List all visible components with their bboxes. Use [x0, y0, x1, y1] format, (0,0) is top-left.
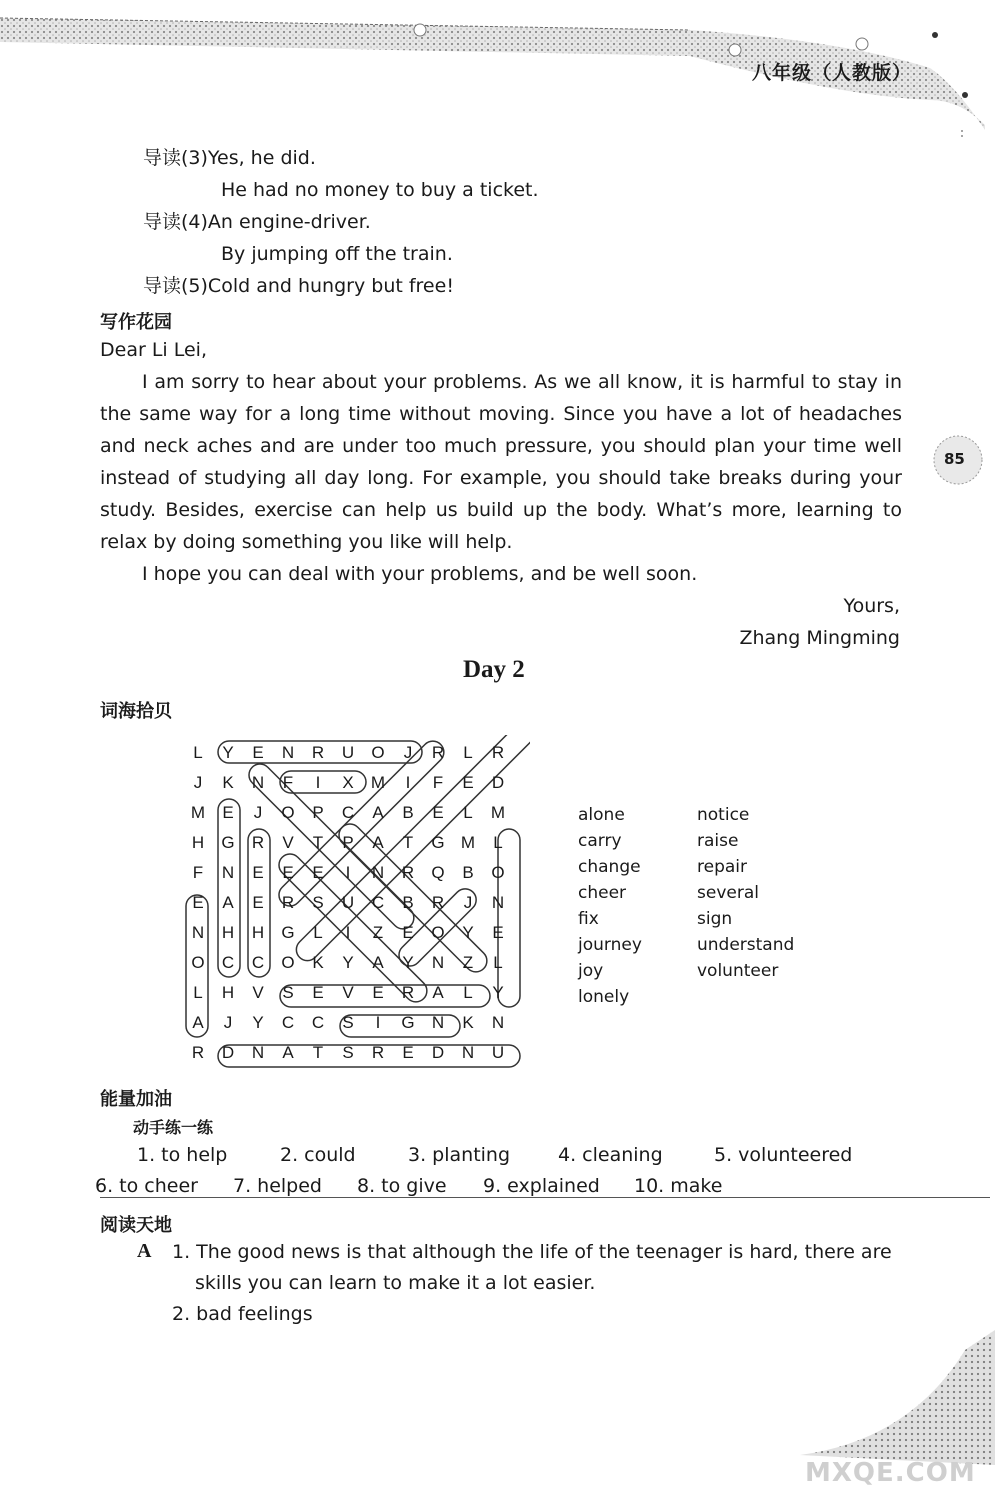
grid-letter: R [371, 1043, 385, 1062]
word-item: several [697, 883, 759, 903]
grid-letter: L [463, 803, 473, 822]
guide-3-label: 导读(3) [143, 147, 208, 169]
grid-letter: Y [492, 983, 504, 1002]
energy-subheading: 动手练一练 [133, 1118, 214, 1137]
section-divider [100, 1197, 990, 1198]
page-number: 85 [944, 450, 965, 468]
word-item: journey [578, 935, 642, 955]
word-item: raise [697, 831, 739, 851]
word-item: alone [578, 805, 625, 825]
answer-10: 10. make [634, 1175, 723, 1197]
grid-letter: O [371, 743, 385, 762]
grid-letter: C [281, 1013, 295, 1032]
grid-letter: N [191, 923, 205, 942]
grid-letter: I [315, 773, 321, 792]
word-item: cheer [578, 883, 627, 903]
grid-letter: L [493, 953, 503, 972]
grid-letter: E [402, 923, 414, 942]
grid-letter: S [282, 983, 294, 1002]
grid-letter: G [431, 833, 445, 852]
grid-letter: S [312, 893, 324, 912]
grid-letter: V [342, 983, 354, 1002]
grid-letter: N [461, 1043, 475, 1062]
word-item: joy [578, 961, 604, 981]
answer-2: 2. could [280, 1144, 356, 1166]
grid-letter: B [462, 863, 474, 882]
word-search-grid [180, 735, 530, 1075]
grid-letter: I [405, 773, 411, 792]
grid-letter: L [463, 983, 473, 1002]
grid-letter: E [372, 983, 384, 1002]
grid-letter: C [251, 953, 265, 972]
grid-letter: Z [372, 923, 384, 942]
grid-letter: K [222, 773, 234, 792]
grid-letter: E [492, 923, 504, 942]
grid-letter: R [401, 983, 415, 1002]
letter-closing: Yours, [843, 595, 900, 617]
guide-4-label: 导读(4) [143, 211, 208, 233]
grid-letter: T [312, 1043, 324, 1062]
grid-letter: P [342, 833, 354, 852]
letter-paragraph-2: I hope you can deal with your problems, and be well soon. [142, 563, 698, 585]
word-item: carry [578, 831, 622, 851]
word-item: lonely [578, 987, 630, 1007]
guide-5-label: 导读(5) [143, 275, 208, 297]
grid-letter: Y [462, 923, 474, 942]
grid-letter: P [312, 803, 324, 822]
grid-letter: N [251, 1043, 265, 1062]
grid-letter: E [192, 893, 204, 912]
answer-9: 9. explained [483, 1175, 600, 1197]
grid-letter: C [371, 893, 385, 912]
grid-letter: Y [222, 743, 234, 762]
circle-lonely [498, 829, 520, 1007]
answer-3: 3. planting [408, 1144, 511, 1166]
grid-letter: A [432, 983, 444, 1002]
grid-letter: N [221, 863, 235, 882]
letter-salutation: Dear Li Lei, [100, 339, 207, 361]
grid-letter: E [222, 803, 234, 822]
grid-letter: T [402, 833, 414, 852]
grid-letter: R [401, 863, 415, 882]
grid-letter: S [342, 1043, 354, 1062]
grid-letter: K [462, 1013, 474, 1032]
answer-7: 7. helped [233, 1175, 322, 1197]
guide-4-line1: 导读(4)An engine-driver. [143, 211, 371, 233]
grid-letter: N [251, 773, 265, 792]
reading-answer-2: 2. bad feelings [172, 1303, 313, 1325]
grid-letter: H [221, 923, 235, 942]
grid-letter: Y [252, 1013, 264, 1032]
grid-letter: J [223, 1013, 233, 1032]
grid-letter: E [312, 983, 324, 1002]
grid-letter: M [370, 773, 386, 792]
word-item: understand [697, 935, 795, 955]
writing-heading: 写作花园 [100, 312, 172, 333]
grid-letter: U [341, 893, 355, 912]
grid-letter: E [432, 803, 444, 822]
grid-letter: N [281, 743, 295, 762]
letter-signature: Zhang Mingming [739, 627, 900, 649]
grid-letter: V [282, 833, 294, 852]
grid-letter: N [431, 1013, 445, 1032]
grid-letter: G [221, 833, 235, 852]
guide-3-line2: He had no money to buy a ticket. [221, 179, 539, 201]
reading-heading: 阅读天地 [100, 1215, 172, 1236]
grid-letter: N [431, 953, 445, 972]
grid-letter: I [375, 1013, 381, 1032]
grid-letter: K [312, 953, 324, 972]
grid-letter: R [431, 743, 445, 762]
grid-letter: L [193, 743, 203, 762]
grid-letter: C [311, 1013, 325, 1032]
grid-letter: E [312, 863, 324, 882]
grid-letter: H [221, 983, 235, 1002]
grid-letter: S [342, 1013, 354, 1032]
grid-letter: F [192, 863, 204, 882]
grid-letter: U [341, 743, 355, 762]
grid-letter: E [252, 893, 264, 912]
grid-letter: F [282, 773, 294, 792]
grid-letter: A [372, 953, 384, 972]
grid-letter: H [251, 923, 265, 942]
grid-letter: A [192, 1013, 204, 1032]
grid-letter: E [252, 863, 264, 882]
reading-answer-1-cont: skills you can learn to make it a lot easier. [195, 1272, 596, 1294]
day-title: Day 2 [463, 656, 525, 683]
grid-letter: J [253, 803, 263, 822]
vocab-heading: 词海拾贝 [100, 701, 172, 722]
grid-letter: V [252, 983, 264, 1002]
answer-4: 4. cleaning [558, 1144, 663, 1166]
grid-letter: A [222, 893, 234, 912]
grid-letter: M [460, 833, 476, 852]
grid-letter: I [345, 863, 351, 882]
circle-change [218, 799, 240, 977]
guide-4-line2: By jumping off the train. [221, 243, 453, 265]
grid-letter: R [431, 893, 445, 912]
grid-letter: D [431, 1043, 445, 1062]
grid-letter: N [371, 863, 385, 882]
word-item: fix [578, 909, 599, 929]
grid-letter: Q [431, 863, 445, 882]
word-item: repair [697, 857, 747, 877]
grid-letter: A [282, 1043, 294, 1062]
watermark: MXQE.COM [805, 1458, 976, 1488]
grid-letter: E [402, 1043, 414, 1062]
grid-letter: I [345, 923, 351, 942]
grid-letter: O [431, 923, 445, 942]
grid-letter: D [221, 1043, 235, 1062]
reading-section-label: A [137, 1240, 152, 1262]
grid-letter: Y [342, 953, 354, 972]
grid-letter: H [191, 833, 205, 852]
grid-letter: R [281, 893, 295, 912]
word-list-col2 [697, 802, 794, 984]
answer-8: 8. to give [357, 1175, 447, 1197]
grid-letter: T [312, 833, 324, 852]
grid-letter: U [491, 1043, 505, 1062]
grid-letter: C [341, 803, 355, 822]
grid-letter: R [191, 1043, 205, 1062]
grid-letter: O [281, 953, 295, 972]
grid-letter: L [313, 923, 323, 942]
grid-letter: O [281, 803, 295, 822]
word-item: change [578, 857, 641, 877]
grid-letter: N [491, 893, 505, 912]
grid-letter: A [372, 833, 384, 852]
grid-letter: J [193, 773, 203, 792]
grid-letter: Y [402, 953, 414, 972]
grid-letter: B [402, 893, 414, 912]
grid-letter: R [251, 833, 265, 852]
grid-letter: M [190, 803, 206, 822]
grid-letter: A [372, 803, 384, 822]
grid-letter: B [402, 803, 414, 822]
grid-letter: E [462, 773, 474, 792]
grid-letter: F [432, 773, 444, 792]
grid-letter: G [401, 1013, 415, 1032]
word-item: notice [697, 805, 750, 825]
answer-6: 6. to cheer [95, 1175, 198, 1197]
energy-heading: 能量加油 [100, 1089, 172, 1110]
grid-letter: J [463, 893, 473, 912]
grid-letter: J [403, 743, 413, 762]
grid-letter: X [342, 773, 354, 792]
grid-letter: G [281, 923, 295, 942]
guide-5-line1: 导读(5)Cold and hungry but free! [143, 275, 454, 297]
word-list-col1 [578, 802, 642, 1010]
grid-letter: O [191, 953, 205, 972]
grid-letter: N [491, 1013, 505, 1032]
guide-3-line1: 导读(3)Yes, he did. [143, 147, 316, 169]
grid-letter: D [491, 773, 505, 792]
grid-letter: R [311, 743, 325, 762]
letter-paragraph-1: I am sorry to hear about your problems. As we all know, it is harmful to stay in the same way for a long time without moving. Since you have a lot of headaches and neck aches and are under too much pressure, you should plan your time well instead of studying all day long. For example, you should take breaks during your study. Besides, exercise can help us build up the body. What’s more, learning to relax by doing something you like will help. [100, 371, 902, 553]
grid-letter: L [193, 983, 203, 1002]
grid-letter: Z [462, 953, 474, 972]
grid-letter: R [491, 743, 505, 762]
grid-letter: O [491, 863, 505, 882]
grid-letter: E [252, 743, 264, 762]
grid-letter: E [282, 863, 294, 882]
answer-1: 1. to help [137, 1144, 228, 1166]
reading-answer-1: 1. The good news is that although the life of the teenager is hard, there are [172, 1241, 892, 1263]
word-item: sign [697, 909, 733, 929]
grid-letter: C [221, 953, 235, 972]
word-item: volunteer [697, 961, 779, 981]
grid-letter: L [463, 743, 473, 762]
grid-letter: M [490, 803, 506, 822]
grade-label: 八年级（人教版） [752, 62, 913, 84]
grid-letter: L [493, 833, 503, 852]
answer-5: 5. volunteered [714, 1144, 853, 1166]
